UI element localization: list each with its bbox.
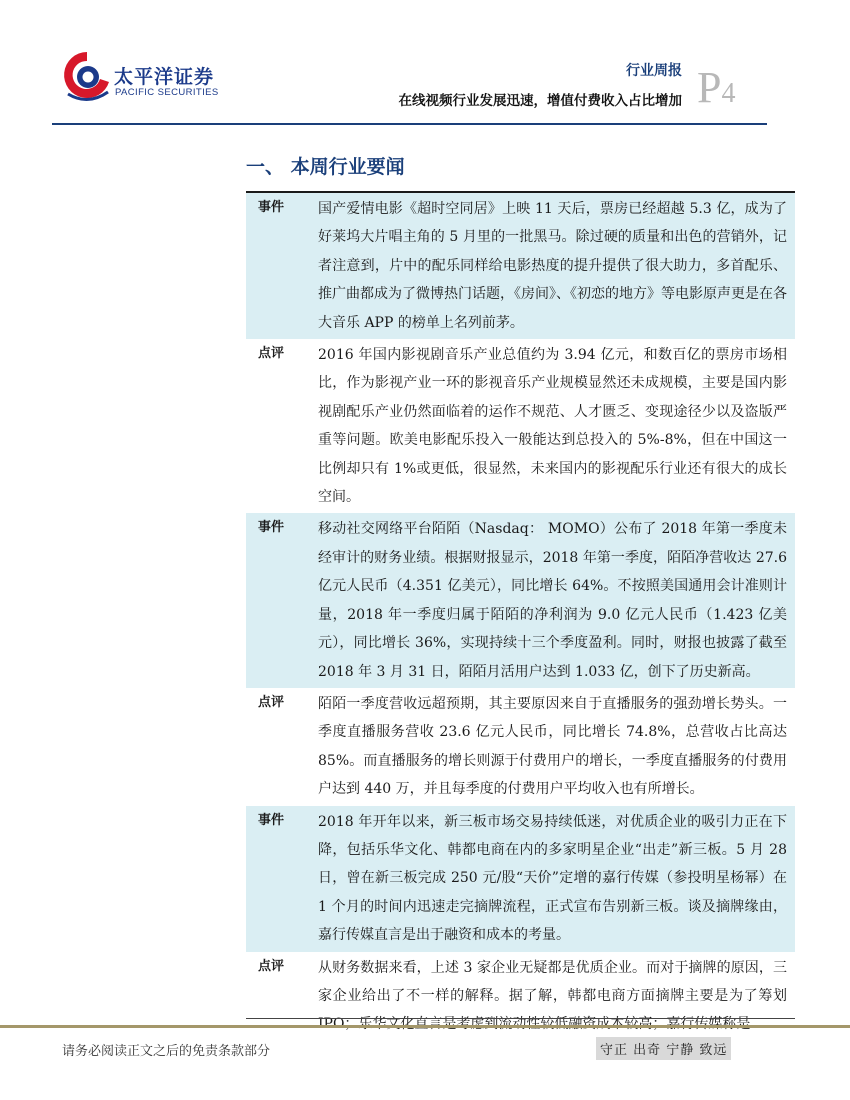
page-digit: 4: [721, 78, 736, 109]
pacific-logo-icon: [62, 48, 112, 106]
news-row-event: [246, 806, 795, 952]
news-table: [246, 191, 795, 1064]
company-logo: [62, 48, 242, 108]
row-text: 2016 年国内影视剧音乐产业总值约为 3.94 亿元，和数百亿的票房市场相比，作为影视产业一环的影视音乐产业规模显然还未成规模，主要是国内影视剧配乐产业仍然面临着的运作不规范、人才匮乏、变现途径少以及盗版严重等问题。欧美电影配乐投入一般能达到总投入的 5%-8%，但在中国这一比例却只有 1%或更低，很显然，未来国内的影视配乐行业还有很大的成长空间。: [318, 347, 787, 506]
row-label: 点评: [258, 694, 285, 710]
news-row-comment: [246, 688, 795, 806]
row-label: 事件: [258, 200, 285, 215]
footer-divider: [0, 1025, 850, 1028]
report-title: 在线视频行业发展迅速，增值付费收入占比增加: [398, 93, 682, 109]
logo-chinese-name: 太平洋证券: [114, 66, 215, 88]
row-text: 国产爱情电影《超时空同居》上映 11 天后，票房已经超越 5.3 亿，成为了好莱坞大片唱主角的 5 月里的一批黑马。除过硬的质量和出色的营销外，记者注意到，片中的配乐同样给电影热度的提升提供了很大助力，多首配乐、推广曲都成为了微博热门话题，《房间》、《初恋的地方》等电影原声更是在各大音乐 APP 的榜单上名列前茅。: [318, 201, 787, 331]
row-label: 点评: [258, 958, 285, 974]
logo-english-name: PACIFIC SECURITIES: [115, 87, 219, 98]
page-letter: P: [697, 63, 722, 112]
news-row-event: [246, 513, 795, 687]
row-text: 陌陌一季度营收远超预期，其主要原因来自于直播服务的强劲增长势头。一季度直播服务营收 23.6 亿元人民币，同比增长 74.8%，总营收占比高达 85%。而直播服务的增长则源于付费用户的增长，一季度直播服务的付费用户达到 440 万，并且每季度的付费用户平均收入也有所增长。: [318, 695, 787, 798]
row-label: 事件: [258, 812, 285, 828]
header-divider: [52, 123, 767, 125]
row-label: 点评: [258, 346, 285, 362]
page-number: [697, 63, 736, 112]
table-bottom-rule: [246, 1018, 795, 1019]
row-text: 移动社交网络平台陌陌（Nasdaq： MOMO）公布了 2018 年第一季度未经审计的财务业绩。根据财报显示，2018 年第一季度，陌陌净营收达 27.6 亿元人民币（4.351 亿美元），同比增长 64%。不按照美国通用会计准则计量，2018 年一季度归属于陌陌的净利润为 9.0 亿元人民币（1.423 亿美元），同比增长 36%，实现持续十三个季度盈利。同时，财报也披露了截至 2018 年 3 月 31 日，陌陌月活用户达到 1.033 亿，创下了历史新高。: [318, 521, 787, 680]
news-row-event: [246, 193, 795, 339]
report-type: 行业周报: [626, 63, 682, 79]
section-title: 一、 本周行业要闻: [246, 156, 405, 178]
row-text: 2018 年开年以来，新三板市场交易持续低迷，对优质企业的吸引力正在下降，包括乐华文化、韩都电商在内的多家明星企业“出走”新三板。5 月 28 日，曾在新三板完成 250 元/股“天价”定增的嘉行传媒（参投明星杨幂）在 1 个月的时间内迅速走完摘牌流程，正式宣布告别新三板。谈及摘牌缘由，嘉行传媒直言是出于融资和成本的考量。: [318, 813, 787, 944]
footer-motto: 守正 出奇 宁静 致远: [596, 1037, 731, 1060]
news-row-comment: [246, 339, 795, 513]
row-label: 事件: [258, 520, 285, 536]
footer-disclaimer: 请务必阅读正文之后的免责条款部分: [62, 1044, 271, 1059]
row-text: 从财务数据来看，上述 3 家企业无疑都是优质企业。而对于摘牌的原因，三家企业给出了不一样的解释。据了解，韩都电商方面摘牌主要是为了筹划: [318, 959, 787, 1004]
